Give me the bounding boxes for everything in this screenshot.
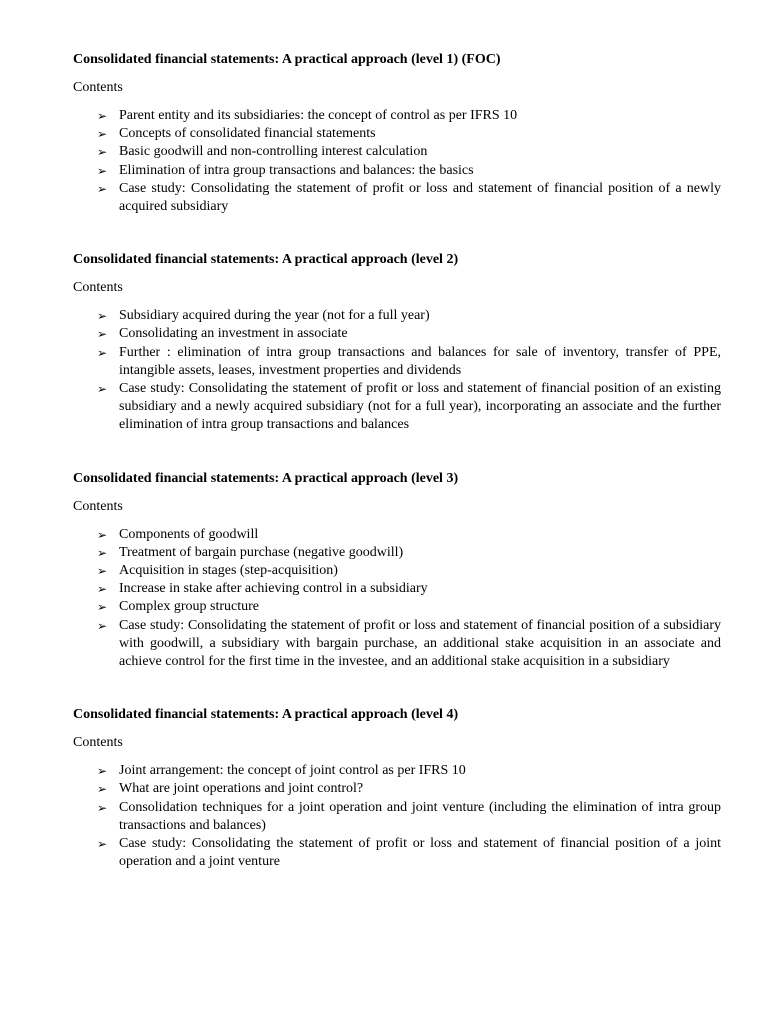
list-item: [73, 143, 721, 161]
course-section-level-4: [73, 706, 721, 871]
arrow-bullet-icon: ➢: [97, 345, 108, 360]
arrow-bullet-icon: ➢: [97, 327, 108, 342]
arrow-bullet-icon: ➢: [97, 800, 108, 815]
list-item: [73, 580, 721, 598]
contents-list: [73, 107, 721, 216]
arrow-bullet-icon: ➢: [97, 145, 108, 160]
list-item-text: Acquisition in stages (step-acquisition): [119, 563, 338, 579]
list-item: [73, 307, 721, 325]
list-item-text: Further : elimination of intra group transactions and balances for sale of inventory, transfer of PPE, intangible assets, leases, investment properties and dividends: [119, 344, 721, 378]
list-item: [73, 562, 721, 580]
arrow-bullet-icon: ➢: [97, 109, 108, 123]
arrow-bullet-icon: ➢: [97, 600, 108, 615]
arrow-bullet-icon: ➢: [97, 181, 108, 196]
list-item: [73, 544, 721, 562]
list-item-text: Consolidating an investment in associate: [119, 326, 348, 342]
list-item: [73, 762, 721, 780]
list-item: [73, 180, 721, 216]
arrow-bullet-icon: ➢: [97, 564, 108, 579]
contents-list: [73, 307, 721, 434]
list-item: [73, 799, 721, 835]
list-item-text: Concepts of consolidated financial statements: [119, 126, 376, 142]
section-title: Consolidated financial statements: A practical approach (level 1) (FOC): [73, 52, 501, 67]
arrow-bullet-icon: ➢: [97, 782, 108, 797]
list-item: [73, 125, 721, 143]
course-section-level-1: [73, 51, 721, 216]
list-item: [73, 835, 721, 871]
section-title: Consolidated financial statements: A practical approach (level 4): [73, 707, 459, 723]
list-item-text: What are joint operations and joint control?: [119, 781, 364, 797]
contents-label: Contents: [73, 280, 123, 296]
list-item: [73, 325, 721, 343]
arrow-bullet-icon: ➢: [97, 545, 108, 560]
section-title: Consolidated financial statements: A practical approach (level 3): [73, 470, 459, 486]
contents-list: [73, 762, 721, 871]
list-item-text: Case study: Consolidating the statement of profit or loss and statement of financial position of an existing subsidiary and a newly acquired subsidiary (not for a full year), incorporating an associate and the further elimination of intra group transactions and balances: [119, 381, 721, 433]
list-item-text: Case study: Consolidating the statement of profit or loss and statement of financial position of a subsidiary with goodwill, a subsidiary with bargain purchase, an additional stake acquisition in an associate and achieve control for the first time in the investee, and an additional stake acquisition in a subsidiary: [119, 617, 721, 670]
list-item-text: Joint arrangement: the concept of joint control as per IFRS 10: [119, 763, 466, 779]
arrow-bullet-icon: ➢: [97, 163, 108, 178]
contents-label: Contents: [73, 80, 123, 95]
list-item: [73, 380, 721, 435]
list-item-text: Complex group structure: [119, 599, 259, 615]
arrow-bullet-icon: ➢: [97, 837, 108, 852]
contents-label: Contents: [73, 498, 123, 514]
list-item-text: Components of goodwill: [119, 526, 259, 542]
arrow-bullet-icon: ➢: [97, 127, 108, 142]
list-item-text: Increase in stake after achieving control in a subsidiary: [119, 581, 428, 597]
arrow-bullet-icon: ➢: [97, 582, 108, 597]
list-item: [73, 780, 721, 798]
list-item: [73, 107, 721, 125]
list-item: [73, 526, 721, 544]
list-item: [73, 617, 721, 672]
arrow-bullet-icon: ➢: [97, 618, 108, 633]
arrow-bullet-icon: ➢: [97, 527, 108, 542]
list-item: [73, 598, 721, 616]
list-item-text: Case study: Consolidating the statement of profit or loss and statement of financial position of a joint operation and a joint venture: [119, 836, 721, 870]
list-item-text: Elimination of intra group transactions and balances: the basics: [119, 162, 474, 178]
course-section-level-3: [73, 470, 721, 672]
contents-label: Contents: [73, 735, 123, 751]
arrow-bullet-icon: ➢: [97, 382, 108, 397]
list-item-text: Case study: Consolidating the statement of profit or loss and statement of financial position of a newly acquired subsidiary: [119, 180, 721, 215]
list-item-text: Parent entity and its subsidiaries: the concept of control as per IFRS 10: [119, 108, 518, 123]
document-page: [73, 51, 721, 871]
list-item: [73, 162, 721, 180]
contents-list: [73, 526, 721, 672]
section-title: Consolidated financial statements: A practical approach (level 2): [73, 252, 459, 268]
course-section-level-2: [73, 251, 721, 434]
list-item: [73, 344, 721, 380]
arrow-bullet-icon: ➢: [97, 309, 108, 324]
list-item-text: Consolidation techniques for a joint operation and joint venture (including the elimination of intra group transactions and balances): [119, 799, 721, 833]
list-item-text: Basic goodwill and non-controlling interest calculation: [119, 144, 428, 160]
list-item-text: Subsidiary acquired during the year (not for a full year): [119, 308, 430, 324]
list-item-text: Treatment of bargain purchase (negative goodwill): [119, 544, 404, 560]
arrow-bullet-icon: ➢: [97, 764, 108, 779]
